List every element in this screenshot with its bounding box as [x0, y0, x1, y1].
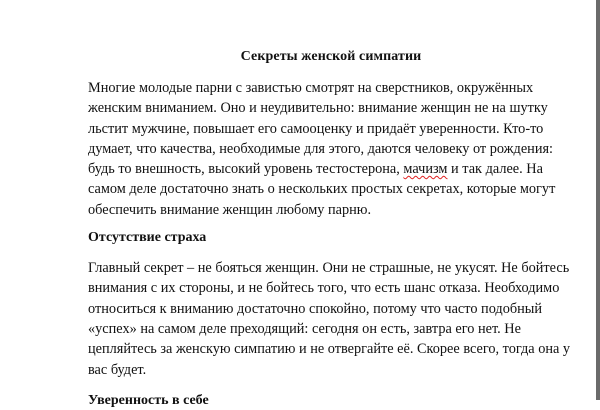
intro-paragraph — [88, 78, 574, 220]
spellcheck-flagged-word[interactable]: мачизм — [403, 161, 448, 178]
document-title: Секреты женской симпатии — [240, 49, 422, 64]
intro-text-part1: Многие молодые парни с завистью смотрят на сверстников, окружённых женским вниманием. Оно и неудивительно: внимание женщин не на шутку льстит мужчине, повышает его самооценку и придаёт уверенности. Кто-то думает, что качества, необходимые для этого, даются человеку от рождения: будь то внешность, высокий уровень тестостерона, — [88, 80, 554, 178]
section-heading-self-confidence: Уверенность в себе — [88, 392, 209, 408]
document-body[interactable] — [88, 48, 574, 410]
section-paragraph-no-fear: Главный секрет – не бояться женщин. Они не страшные, не укусят. Не бойтесь внимания с их стороны, и не бойтесь того, что есть шанс отказа. Необходимо относиться к вниманию достаточно спокойно, потому что часто подобный «успех» на самом деле преходящий: сегодня он есть, завтра его нет. Не цепляйтесь за женскую симпатию и не отвергайте её. Скорее всего, тогда она у вас будет. — [88, 260, 571, 378]
intro-text-part2: и так далее. На самом деле достаточно знать о нескольких простых секретах, которые могут обеспечить внимание женщин любому парню. — [88, 161, 556, 218]
section-heading-no-fear: Отсутствие страха — [88, 230, 207, 246]
window-right-edge — [596, 0, 600, 400]
